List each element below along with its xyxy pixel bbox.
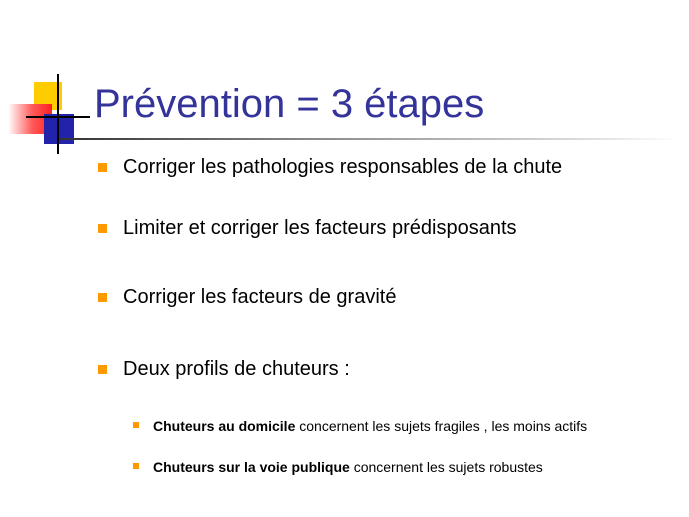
sub-bullet-item (133, 418, 653, 435)
square-bullet-icon (133, 463, 139, 469)
sub-bullet-rest: concernent les sujets fragiles , les moins actifs (295, 418, 588, 434)
sub-bullet-bold: Chuteurs au domicile (153, 418, 296, 434)
sub-bullet-text (153, 418, 653, 435)
sub-bullet-text (153, 459, 653, 476)
sub-bullet-bold: Chuteurs sur la voie publique (153, 459, 350, 475)
square-bullet-icon (98, 365, 107, 374)
square-bullet-icon (98, 224, 107, 233)
square-bullet-icon (133, 422, 139, 428)
bullet-text: Corriger les facteurs de gravité (123, 286, 397, 308)
slide-title: Prévention = 3 étapes (94, 82, 485, 126)
square-bullet-icon (98, 163, 107, 172)
bullet-text: Corriger les pathologies responsables de la chute (123, 156, 563, 178)
bullet-text: Deux profils de chuteurs : (123, 358, 350, 380)
square-bullet-icon (98, 293, 107, 302)
sub-bullet-item (133, 459, 653, 476)
sub-bullet-rest: concernent les sujets robustes (349, 459, 543, 475)
bullet-text: Limiter et corriger les facteurs prédisposants (123, 217, 517, 239)
